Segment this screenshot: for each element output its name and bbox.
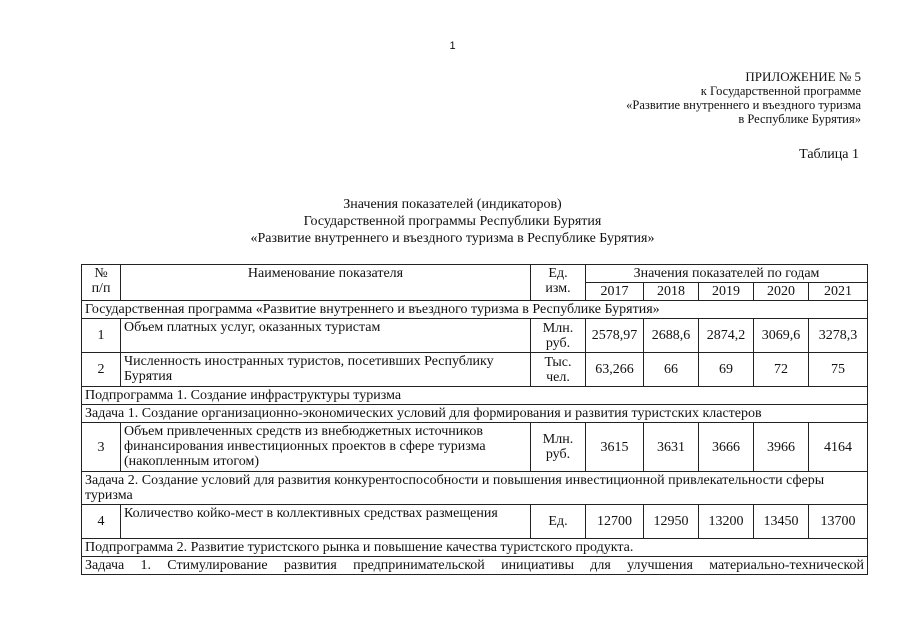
row-value: 69 bbox=[699, 353, 754, 387]
row-value: 2578,97 bbox=[586, 319, 644, 353]
subprogram-row bbox=[82, 539, 868, 557]
subprogram-1-title: Подпрограмма 1. Создание инфраструктуры туризма bbox=[82, 387, 868, 405]
header-year: 2020 bbox=[754, 283, 809, 301]
row-num: 2 bbox=[82, 353, 121, 387]
program-row bbox=[82, 301, 868, 319]
task-row bbox=[82, 405, 868, 423]
title-line-2: Государственной программы Республики Бурятия bbox=[303, 214, 602, 229]
header-unit-top: Ед. bbox=[548, 266, 568, 281]
row-name: Количество койко-мест в коллективных средствах размещения bbox=[121, 505, 531, 539]
indicators-table bbox=[81, 264, 868, 575]
subprogram-row bbox=[82, 387, 868, 405]
appendix-line-3: «Развитие внутреннего и въездного туризма bbox=[626, 98, 861, 112]
row-name: Объем платных услуг, оказанных туристам bbox=[121, 319, 531, 353]
row-value: 3631 bbox=[644, 423, 699, 472]
table-label: Таблица 1 bbox=[799, 147, 859, 162]
header-unit bbox=[531, 265, 586, 301]
header-num-bottom: п/п bbox=[91, 281, 111, 296]
page-number: 1 bbox=[449, 40, 456, 52]
task-1-title: Задача 1. Создание организационно-экономических условий для формирования и развития туристских кластеров bbox=[82, 405, 868, 423]
header-values-group: Значения показателей по годам bbox=[586, 265, 868, 283]
appendix-line-1: ПРИЛОЖЕНИЕ № 5 bbox=[745, 69, 861, 84]
row-value: 72 bbox=[754, 353, 809, 387]
row-name: Объем привлеченных средств из внебюджетных источников финансирования инвестиционных проектов в сфере туризма (накопленным итогом) bbox=[121, 423, 531, 472]
row-name: Численность иностранных туристов, посетивших Республику Бурятия bbox=[121, 353, 531, 387]
row-value: 12700 bbox=[586, 505, 644, 539]
row-value: 12950 bbox=[644, 505, 699, 539]
header-year: 2021 bbox=[809, 283, 868, 301]
header-row-1 bbox=[82, 265, 868, 283]
row-value: 3278,3 bbox=[809, 319, 868, 353]
row-num: 4 bbox=[82, 505, 121, 539]
row-value: 3069,6 bbox=[754, 319, 809, 353]
header-year: 2019 bbox=[699, 283, 754, 301]
row-num: 1 bbox=[82, 319, 121, 353]
subprogram-2-title: Подпрограмма 2. Развитие туристского рынка и повышение качества туристского продукта. bbox=[82, 539, 868, 557]
row-value: 2874,2 bbox=[699, 319, 754, 353]
header-num bbox=[82, 265, 121, 301]
task-1b-title: Задача 1. Стимулирование развития предпринимательской инициативы для улучшения материально-технической bbox=[82, 557, 868, 575]
document-title bbox=[0, 196, 905, 247]
row-value: 63,266 bbox=[586, 353, 644, 387]
header-year: 2017 bbox=[586, 283, 644, 301]
row-num: 3 bbox=[82, 423, 121, 472]
appendix-header bbox=[626, 70, 861, 126]
table-row bbox=[82, 505, 868, 539]
table-row bbox=[82, 319, 868, 353]
header-year: 2018 bbox=[644, 283, 699, 301]
title-line-1: Значения показателей (индикаторов) bbox=[343, 197, 562, 212]
task-row bbox=[82, 472, 868, 505]
header-num-top: № bbox=[94, 266, 108, 281]
row-unit: Млн. руб. bbox=[531, 319, 586, 353]
row-value: 3966 bbox=[754, 423, 809, 472]
task-2-title: Задача 2. Создание условий для развития конкурентоспособности и повышения инвестиционной привлекательности сферы туризма bbox=[82, 472, 868, 505]
row-unit: Тыс. чел. bbox=[531, 353, 586, 387]
table-row bbox=[82, 353, 868, 387]
title-line-3: «Развитие внутреннего и въездного туризма в Республике Бурятия» bbox=[250, 231, 655, 246]
header-name: Наименование показателя bbox=[121, 265, 531, 301]
header-unit-bottom: изм. bbox=[545, 281, 571, 296]
row-value: 13450 bbox=[754, 505, 809, 539]
row-unit: Ед. bbox=[531, 505, 586, 539]
row-value: 3615 bbox=[586, 423, 644, 472]
table-row bbox=[82, 423, 868, 472]
row-value: 2688,6 bbox=[644, 319, 699, 353]
row-value: 13700 bbox=[809, 505, 868, 539]
appendix-line-2: к Государственной программе bbox=[700, 84, 861, 98]
row-value: 3666 bbox=[699, 423, 754, 472]
row-unit: Млн. руб. bbox=[531, 423, 586, 472]
task-row bbox=[82, 557, 868, 575]
program-title: Государственная программа «Развитие внутреннего и въездного туризма в Республике Бурятия» bbox=[82, 301, 868, 319]
row-value: 75 bbox=[809, 353, 868, 387]
appendix-line-4: в Республике Бурятия» bbox=[738, 112, 861, 126]
row-value: 4164 bbox=[809, 423, 868, 472]
row-value: 66 bbox=[644, 353, 699, 387]
row-value: 13200 bbox=[699, 505, 754, 539]
